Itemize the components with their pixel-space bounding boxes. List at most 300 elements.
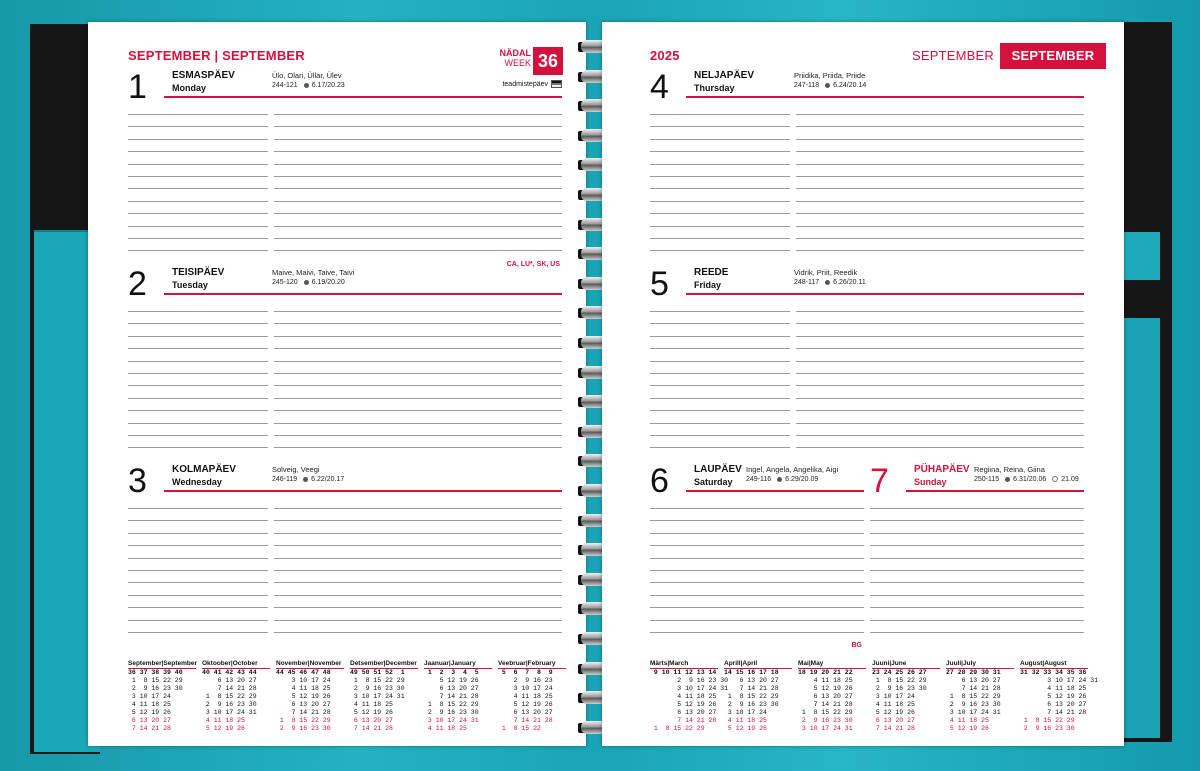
day-name-et: KOLMAPÄEV [172, 464, 236, 475]
mini-calendar-row: 7 14 21 28 [946, 685, 1001, 692]
writing-lines [128, 504, 562, 640]
mini-calendar-title: September|September [128, 660, 198, 667]
moon-phase-icon [1052, 476, 1058, 482]
writing-line [650, 188, 1084, 189]
writing-line [650, 373, 1084, 374]
sun-icon [825, 83, 830, 88]
writing-line [128, 607, 562, 608]
day-rule [686, 96, 1084, 98]
mini-calendar-row: 6 13 20 27 [798, 693, 853, 700]
writing-line [650, 520, 864, 521]
sunrise-sunset: 6.19/20.20 [311, 279, 345, 286]
mini-calendar-row: 6 13 20 27 [724, 677, 779, 684]
writing-line [128, 151, 562, 152]
mini-calendar [202, 660, 270, 733]
writing-line [870, 595, 1084, 596]
mini-calendar-row: 7 14 21 28 [276, 709, 331, 716]
mini-calendar-weeks: 27 28 29 30 31 [946, 669, 1001, 676]
mini-calendar-row: 2 9 16 23 30 [724, 701, 779, 708]
mini-calendar [650, 660, 729, 733]
sun-icon [1005, 477, 1010, 482]
sunrise-sunset: 6.31/20.06 [1013, 476, 1047, 483]
writing-line [128, 447, 562, 448]
day-rule [906, 490, 1084, 492]
writing-line [650, 570, 864, 571]
writing-line [650, 620, 864, 621]
day-block [870, 464, 1084, 654]
mini-calendar-row: 1 8 15 22 29 [946, 693, 1001, 700]
writing-line [650, 508, 864, 509]
mini-calendar [498, 660, 566, 733]
day-block [650, 267, 1084, 457]
writing-line [128, 201, 562, 202]
writing-line [870, 558, 1084, 559]
mini-calendar-weeks: 1 2 3 4 5 [424, 669, 479, 676]
mini-calendar-row: 3 10 17 24 [872, 693, 927, 700]
mini-calendar-row: 5 12 19 26 [798, 685, 853, 692]
name-days: Priidika, Priida, Priide [794, 71, 866, 80]
writing-line [128, 595, 562, 596]
name-days: Vidrik, Priit, Reedik [794, 268, 858, 277]
mini-calendar-row: 1 8 15 22 29 [276, 717, 331, 724]
day-name-en: Saturday [694, 477, 733, 487]
mini-calendar-row: 3 10 17 24 [498, 685, 553, 692]
mini-calendar-row: 1 8 15 22 29 [1020, 717, 1075, 724]
mini-calendar-row: 7 14 21 28 [724, 685, 779, 692]
writing-line [650, 151, 1084, 152]
writing-line [650, 176, 1084, 177]
mini-calendar-row: 5 12 19 26 [1020, 693, 1087, 700]
mini-calendar-row: 2 9 16 23 30 [872, 685, 927, 692]
week-number-badge: 36 [533, 47, 563, 75]
day-info [746, 476, 818, 483]
writing-lines [870, 504, 1084, 640]
writing-line [128, 176, 562, 177]
day-number: 2 [128, 265, 147, 303]
mini-calendar-row: 2 9 16 23 30 [350, 685, 405, 692]
mini-calendar-weeks: 49 50 51 52 1 [350, 669, 405, 676]
mini-calendar-weeks: 5 6 7 8 9 [498, 669, 553, 676]
writing-line [128, 520, 562, 521]
mini-calendar-title: Juuni|June [872, 660, 940, 669]
mini-calendar-row: 5 12 19 26 [946, 725, 1001, 732]
mini-calendar-row: 2 9 16 23 30 [798, 717, 853, 724]
writing-line [128, 435, 562, 436]
mini-calendar-row: 6 13 20 27 [128, 717, 183, 724]
mini-calendar-row: 7 14 21 28 [350, 725, 405, 732]
writing-line [128, 533, 562, 534]
writing-line [650, 410, 1084, 411]
writing-line [128, 545, 562, 546]
mini-calendar-row: 5 12 19 26 [424, 677, 479, 684]
sun-icon [825, 280, 830, 285]
writing-lines [650, 307, 1084, 456]
column-gap [790, 307, 796, 462]
writing-line [870, 545, 1084, 546]
mini-calendar-weeks: 14 15 16 17 18 [724, 669, 779, 676]
writing-line [650, 582, 864, 583]
holiday-note [502, 80, 562, 88]
year-header: 2025 [650, 48, 680, 63]
mini-calendar-weeks: 23 24 25 26 27 [872, 669, 927, 676]
day-name-et: NELJAPÄEV [694, 70, 755, 81]
mini-calendar [1020, 660, 1099, 733]
mini-calendar-title: Detsember|December [350, 660, 417, 667]
day-block [128, 68, 562, 268]
sun-icon [777, 477, 782, 482]
sun-icon [303, 477, 308, 482]
writing-line [128, 126, 562, 127]
mini-calendar [276, 660, 344, 733]
writing-line [870, 607, 1084, 608]
mini-calendar-title: August|August [1020, 660, 1088, 669]
foreign-holidays: BG [851, 642, 862, 650]
mini-calendar-title: Jaanuar|January [424, 660, 492, 669]
mini-calendar-row: 6 13 20 27 [276, 701, 331, 708]
writing-line [870, 570, 1084, 571]
writing-line [128, 385, 562, 386]
mini-calendar-row: 5 12 19 26 [724, 725, 779, 732]
day-rule [164, 96, 562, 98]
mini-calendar-title: Mai|May [798, 660, 866, 669]
day-block [650, 70, 1084, 260]
mini-calendar-row: 2 9 16 23 30 [128, 685, 183, 692]
mini-calendar [724, 660, 792, 733]
writing-line [128, 311, 562, 312]
sun-icon [304, 280, 309, 285]
mini-calendar-row: 7 14 21 28 [650, 717, 717, 724]
column-gap [790, 110, 796, 265]
mini-calendar-row: 1 8 15 22 29 [424, 701, 479, 708]
day-name-en: Thursday [694, 83, 735, 93]
month-en: SEPTEMBER [222, 48, 305, 63]
mini-calendar-row: 6 13 20 27 [424, 685, 479, 692]
writing-line [650, 361, 1084, 362]
mini-calendar-row: 4 11 18 25 [424, 725, 479, 732]
mini-calendar-weeks: 9 10 11 12 13 14 [650, 669, 717, 676]
day-name-en: Friday [694, 280, 722, 290]
mini-calendar-row: 2 9 16 23 30 [650, 677, 729, 684]
writing-line [650, 558, 864, 559]
mini-calendar-row: 4 11 18 25 [128, 701, 183, 708]
writing-line [128, 250, 562, 251]
day-info [974, 476, 1079, 483]
mini-calendar-row: 4 11 18 25 [946, 717, 1001, 724]
day-info [794, 82, 866, 89]
sun-icon [304, 83, 309, 88]
mini-calendar-row: 6 13 20 27 [650, 709, 717, 716]
mini-calendar-row: 4 11 18 25 [276, 685, 331, 692]
writing-line [650, 632, 864, 633]
day-of-year: 250-115 [974, 476, 1000, 483]
writing-line [650, 201, 1084, 202]
mini-calendar-row: 4 11 18 25 [498, 693, 553, 700]
mini-calendar-title: Juuli|July [946, 660, 1014, 669]
mini-calendar-row: 1 8 15 22 29 [798, 709, 853, 716]
mini-calendar-weeks: 18 19 20 21 22 [798, 669, 853, 676]
writing-line [650, 435, 1084, 436]
writing-line [650, 545, 864, 546]
writing-line [128, 570, 562, 571]
day-of-year: 247-118 [794, 82, 820, 89]
mini-calendar [128, 660, 196, 733]
week-label-en: WEEK [504, 58, 531, 68]
mini-calendar-title: Märts|March [650, 660, 718, 669]
sunrise-sunset: 6.26/20.11 [833, 279, 866, 286]
day-name-en: Tuesday [172, 280, 208, 290]
day-number: 4 [650, 68, 669, 106]
mini-calendar-row: 7 14 21 28 [872, 725, 927, 732]
writing-line [128, 348, 562, 349]
day-info [272, 476, 344, 483]
mini-calendar [946, 660, 1014, 733]
writing-line [650, 423, 1084, 424]
writing-line [650, 398, 1084, 399]
day-name-en: Wednesday [172, 477, 222, 487]
day-block [128, 464, 562, 654]
moon-time: 21.09 [1061, 476, 1079, 483]
mini-calendar-row: 4 11 18 25 [724, 717, 779, 724]
writing-line [870, 632, 1084, 633]
mini-calendar-row: 5 12 19 26 [128, 709, 183, 716]
mini-calendar-row: 1 8 15 22 [498, 725, 553, 732]
mini-calendar-row: 3 10 17 24 31 [798, 725, 853, 732]
writing-lines [650, 504, 864, 640]
writing-line [870, 582, 1084, 583]
mini-calendar-weeks: 40 41 42 43 44 [202, 669, 257, 676]
mini-calendar-row: 3 10 17 24 31 [424, 717, 479, 724]
name-days: Ülo, Olari, Üllar, Ülev [272, 71, 342, 80]
writing-line [650, 595, 864, 596]
sunrise-sunset: 6.29/20.09 [785, 476, 819, 483]
mini-calendar-row: 2 9 16 23 30 [424, 709, 479, 716]
sunrise-sunset: 6.24/20.14 [833, 82, 867, 89]
day-rule [164, 293, 562, 295]
mini-calendar-row: 7 14 21 28 [498, 717, 553, 724]
mini-calendar-row: 7 14 21 28 [202, 685, 257, 692]
day-of-year: 244-121 [272, 82, 298, 89]
writing-line [128, 632, 562, 633]
mini-calendar-row: 3 10 17 24 31 [350, 693, 405, 700]
mini-calendar-row: 3 10 17 24 [128, 693, 183, 700]
writing-line [128, 226, 562, 227]
mini-calendar-row: 1 8 15 22 29 [202, 693, 257, 700]
mini-calendar-row: 4 11 18 25 [1020, 685, 1087, 692]
sunrise-sunset: 6.17/20.23 [311, 82, 345, 89]
writing-line [650, 139, 1084, 140]
mini-calendar [872, 660, 940, 733]
mini-calendar-title: Aprill|April [724, 660, 792, 669]
mini-calendar-row: 5 12 19 26 [350, 709, 405, 716]
name-days: Maive, Maivi, Taive, Taivi [272, 268, 355, 277]
mini-calendar-weeks: 31 32 33 34 35 36 [1020, 669, 1087, 676]
day-info [272, 279, 345, 286]
week-label-et: NÄDAL [499, 48, 531, 58]
day-block [128, 267, 562, 457]
mini-calendar-row: 2 9 16 23 30 [202, 701, 257, 708]
mini-calendar-row: 4 11 18 25 [650, 693, 717, 700]
writing-line [128, 410, 562, 411]
writing-line [128, 336, 562, 337]
mini-calendar-row: 6 13 20 27 [350, 717, 405, 724]
writing-line [650, 323, 1084, 324]
note-text: teadmistepäev [502, 80, 548, 88]
mini-calendar-row: 2 9 16 23 30 [1020, 725, 1075, 732]
mini-calendar [350, 660, 418, 733]
mini-calendar-row: 5 12 19 26 [650, 701, 717, 708]
writing-line [128, 620, 562, 621]
mini-calendar-row: 6 13 20 27 [872, 717, 927, 724]
mini-calendar-row: 5 12 19 26 [498, 701, 553, 708]
mini-calendar-row: 1 8 15 22 29 [128, 677, 183, 684]
writing-line [128, 213, 562, 214]
day-name-et: TEISIPÄEV [172, 267, 225, 278]
mini-calendar-row: 3 10 17 24 [276, 677, 331, 684]
week-label [493, 48, 531, 68]
mini-calendar-row: 7 14 21 28 [1020, 709, 1087, 716]
writing-line [650, 126, 1084, 127]
sunrise-sunset: 6.22/20.17 [311, 476, 345, 483]
mini-calendar-row: 7 14 21 28 [424, 693, 479, 700]
day-rule [686, 293, 1084, 295]
mini-calendar-row: 4 11 18 25 [872, 701, 927, 708]
day-name-et: ESMASPÄEV [172, 70, 235, 81]
writing-line [128, 238, 562, 239]
mini-calendar-title: Veebruar|February [498, 660, 566, 669]
mini-calendar-row: 2 9 16 23 30 [946, 701, 1001, 708]
writing-line [128, 139, 562, 140]
mini-calendar-row: 4 11 18 25 [202, 717, 257, 724]
foreign-holidays: CA, LU*, SK, US [506, 260, 560, 268]
day-name-et: LAUPÄEV [694, 464, 742, 475]
writing-line [650, 385, 1084, 386]
writing-line [870, 533, 1084, 534]
day-rule [686, 490, 864, 492]
name-days: Regiina, Reina, Giina [974, 465, 1045, 474]
right-page [602, 22, 1124, 746]
writing-line [650, 311, 1084, 312]
writing-line [650, 226, 1084, 227]
writing-line [128, 582, 562, 583]
writing-line [128, 188, 562, 189]
mini-calendar-row: 2 9 16 23 30 [276, 725, 331, 732]
mini-calendar-title: November|November [276, 660, 344, 669]
mini-calendar-row: 3 10 17 24 31 [202, 709, 257, 716]
mini-calendar-row: 4 11 18 25 [350, 701, 405, 708]
day-number: 3 [128, 462, 147, 500]
writing-line [650, 114, 1084, 115]
day-of-year: 246-119 [272, 476, 298, 483]
mini-calendar-row: 2 9 16 23 [498, 677, 553, 684]
writing-line [128, 508, 562, 509]
writing-line [650, 533, 864, 534]
left-page [88, 22, 586, 746]
mini-calendar-row: 3 10 17 24 31 [1020, 677, 1099, 684]
writing-line [650, 336, 1084, 337]
writing-line [128, 423, 562, 424]
writing-line [128, 323, 562, 324]
mini-calendar-weeks: 44 45 46 47 48 [276, 669, 331, 676]
column-gap [268, 110, 274, 265]
day-name-et: PÜHAPÄEV [914, 464, 970, 475]
day-number: 1 [128, 68, 147, 106]
writing-line [650, 348, 1084, 349]
day-number: 7 [870, 462, 889, 500]
mini-calendar-row: 5 12 19 26 [276, 693, 331, 700]
writing-line [650, 250, 1084, 251]
writing-line [128, 361, 562, 362]
writing-lines [650, 110, 1084, 259]
day-of-year: 248-117 [794, 279, 820, 286]
column-gap [268, 307, 274, 462]
writing-line [650, 238, 1084, 239]
day-rule [164, 490, 562, 492]
day-block [650, 464, 864, 654]
mini-calendar-row: 6 13 20 27 [498, 709, 553, 716]
mini-calendar-row: 1 8 15 22 29 [872, 677, 927, 684]
mini-calendar-row: 3 10 17 24 [724, 709, 779, 716]
day-of-year: 249-116 [746, 476, 772, 483]
mini-calendar [424, 660, 492, 733]
mini-calendar-row: 3 10 17 24 31 [650, 685, 729, 692]
mini-calendar-row: 5 12 19 26 [202, 725, 257, 732]
writing-lines [128, 110, 562, 259]
mini-calendar-title: Oktoober|October [202, 660, 270, 669]
mini-calendar-row: 1 8 15 22 29 [724, 693, 779, 700]
day-number: 5 [650, 265, 669, 303]
writing-line [128, 398, 562, 399]
name-days: Solveig, Veegi [272, 465, 320, 474]
left-month-header: SEPTEMBER | SEPTEMBER [128, 48, 305, 63]
day-number: 6 [650, 462, 669, 500]
column-gap [268, 504, 274, 646]
writing-line [870, 508, 1084, 509]
writing-line [128, 558, 562, 559]
writing-line [650, 213, 1084, 214]
flag-icon [551, 80, 562, 88]
mini-calendar-row: 1 8 15 22 29 [650, 725, 705, 732]
writing-line [650, 607, 864, 608]
day-name-en: Sunday [914, 477, 947, 487]
mini-calendar-row: 6 13 20 27 [1020, 701, 1087, 708]
mini-calendar-row: 7 14 21 28 [798, 701, 853, 708]
writing-line [128, 114, 562, 115]
day-info [272, 82, 345, 89]
month-et: SEPTEMBER [912, 48, 994, 63]
month-et: SEPTEMBER [128, 48, 211, 63]
writing-line [128, 373, 562, 374]
day-name-et: REEDE [694, 267, 729, 278]
mini-calendar-row: 4 11 18 25 [798, 677, 853, 684]
writing-line [128, 164, 562, 165]
writing-line [870, 520, 1084, 521]
mini-calendar-row: 3 10 17 24 31 [946, 709, 1001, 716]
writing-lines [128, 307, 562, 456]
mini-calendar-row: 6 13 20 27 [946, 677, 1001, 684]
name-days: Ingel, Angela, Angelika, Aigi [746, 465, 839, 474]
writing-line [870, 620, 1084, 621]
day-info [794, 279, 866, 286]
writing-line [650, 447, 1084, 448]
day-of-year: 245-120 [272, 279, 298, 286]
mini-calendar-weeks: 36 37 38 39 40 [128, 669, 183, 676]
mini-calendar-row: 1 8 15 22 29 [350, 677, 405, 684]
day-name-en: Monday [172, 83, 207, 93]
writing-line [650, 164, 1084, 165]
mini-calendar [798, 660, 866, 733]
mini-calendar-row: 6 13 20 27 [202, 677, 257, 684]
month-en-banner: SEPTEMBER [1000, 43, 1106, 69]
